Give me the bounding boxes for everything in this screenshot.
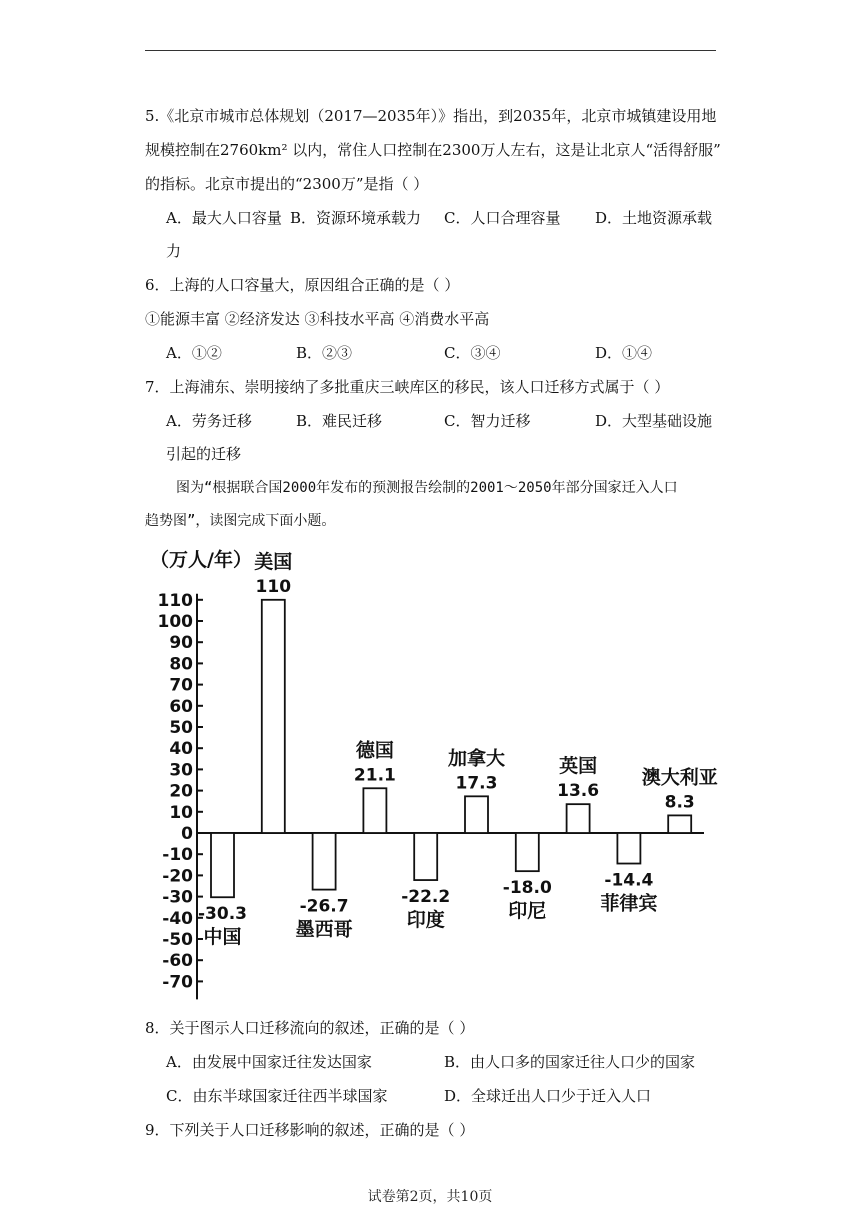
y-tick-label: 0	[181, 824, 193, 844]
migration-bar-chart	[0, 540, 860, 1010]
y-tick-label: 60	[169, 696, 193, 717]
q7-option-b: B．难民迁移	[296, 412, 383, 430]
value-label: -30.3	[198, 904, 247, 925]
q5-line-1: 5.《北京市城市总体规划（2017—2035年）》指出，到2035年，北京市城镇建设用地	[145, 107, 717, 125]
y-tick-label: -70	[162, 972, 193, 993]
q5-option-c: C．人口合理容量	[444, 209, 561, 227]
category-label: 英国	[559, 755, 598, 778]
category-label: 中国	[203, 926, 242, 949]
y-tick-label: -20	[162, 866, 193, 887]
value-label: 13.6	[557, 781, 600, 802]
category-label: 墨西哥	[295, 918, 353, 941]
value-label: -26.7	[299, 896, 349, 917]
y-tick-label: -40	[162, 908, 193, 929]
bar-1	[211, 833, 234, 897]
y-tick-label: -30	[162, 887, 193, 908]
y-tick-label: -10	[162, 845, 193, 866]
q8-option-c: C．由东半球国家迁往西半球国家	[166, 1087, 388, 1105]
value-label: 110	[255, 576, 292, 597]
y-tick-label: 10	[169, 802, 193, 823]
bar-10	[668, 815, 691, 833]
category-label: 印度	[406, 909, 445, 932]
q5-option-b: B．资源环境承载力	[290, 209, 422, 227]
category-label: 澳大利亚	[641, 766, 718, 789]
bar-8	[567, 804, 590, 833]
category-label: 加拿大	[447, 747, 506, 770]
q6-stem: 6．上海的人口容量大，原因组合正确的是（ ）	[145, 276, 460, 294]
y-tick-label: 30	[169, 760, 193, 781]
q5-option-d: D．土地资源承载	[595, 209, 713, 227]
category-label: 菲律宾	[600, 892, 658, 915]
bar-5	[414, 833, 437, 880]
category-label: 美国	[254, 550, 293, 573]
bar-2	[262, 600, 285, 833]
category-label: 印尼	[508, 900, 547, 923]
category-label: 德国	[355, 739, 394, 762]
q5-option-a: A．最大人口容量	[166, 209, 282, 227]
y-axis-label: （万人/年）	[150, 549, 252, 571]
bar-6	[465, 796, 488, 833]
q8-option-a: A．由发展中国家迁往发达国家	[166, 1053, 372, 1071]
bar-3	[313, 833, 336, 890]
y-tick-label: 20	[169, 781, 193, 802]
bar-4	[363, 788, 386, 833]
q8-stem: 8．关于图示人口迁移流向的叙述，正确的是（ ）	[145, 1019, 475, 1037]
y-tick-label: 90	[169, 633, 193, 654]
q7-stem: 7．上海浦东、崇明接纳了多批重庆三峡库区的移民，该人口迁移方式属于（ ）	[145, 378, 670, 396]
y-tick-label: 80	[169, 654, 193, 675]
q8-option-b: B．由人口多的国家迁往人口少的国家	[444, 1053, 696, 1071]
q6-factors: ①能源丰富 ②经济发达 ③科技水平高 ④消费水平高	[145, 310, 490, 328]
bar-9	[617, 833, 640, 864]
y-tick-label: 110	[157, 590, 193, 611]
q7-option-wrap: 引起的迁移	[166, 445, 242, 463]
value-label: 21.1	[353, 765, 396, 786]
q7-option-d: D．大型基础设施	[595, 412, 713, 430]
q7-option-a: A．劳务迁移	[166, 412, 252, 430]
y-tick-label: 40	[169, 739, 193, 760]
page-footer: 试卷第2页，共10页	[367, 1189, 493, 1205]
q7-option-c: C．智力迁移	[444, 412, 531, 430]
q6-option-a: A．①②	[166, 344, 222, 362]
q5-option-wrap: 力	[166, 242, 182, 260]
y-tick-label: 100	[157, 612, 193, 632]
y-tick-label: -60	[162, 951, 193, 972]
value-label: 17.3	[455, 773, 498, 794]
q6-option-b: B．②③	[296, 344, 353, 362]
chart-intro-line-1: 图为“根据联合国2000年发布的预测报告绘制的2001～2050年部分国家迁入人口	[176, 480, 678, 496]
q6-option-c: C．③④	[444, 344, 501, 362]
q5-line-2: 规模控制在2760km² 以内，常住人口控制在2300万人左右，这是让北京人“活得舒服”	[145, 141, 721, 159]
q6-option-d: D．①④	[595, 344, 653, 362]
header-rule	[145, 50, 716, 51]
value-label: -14.4	[604, 870, 654, 891]
y-tick-label: 50	[169, 718, 193, 738]
y-tick-label: 70	[169, 675, 193, 696]
q9-stem: 9．下列关于人口迁移影响的叙述，正确的是（ ）	[145, 1121, 475, 1139]
q8-option-d: D．全球迁出人口少于迁入人口	[444, 1087, 652, 1105]
value-label: 8.3	[664, 792, 695, 813]
chart-intro-line-2: 趋势图”，读图完成下面小题。	[145, 513, 336, 529]
q5-line-3: 的指标。北京市提出的“2300万”是指（ ）	[145, 175, 429, 193]
value-label: -22.2	[401, 887, 451, 908]
bar-7	[516, 833, 539, 871]
value-label: -18.0	[502, 878, 552, 899]
y-tick-label: -50	[162, 930, 193, 950]
